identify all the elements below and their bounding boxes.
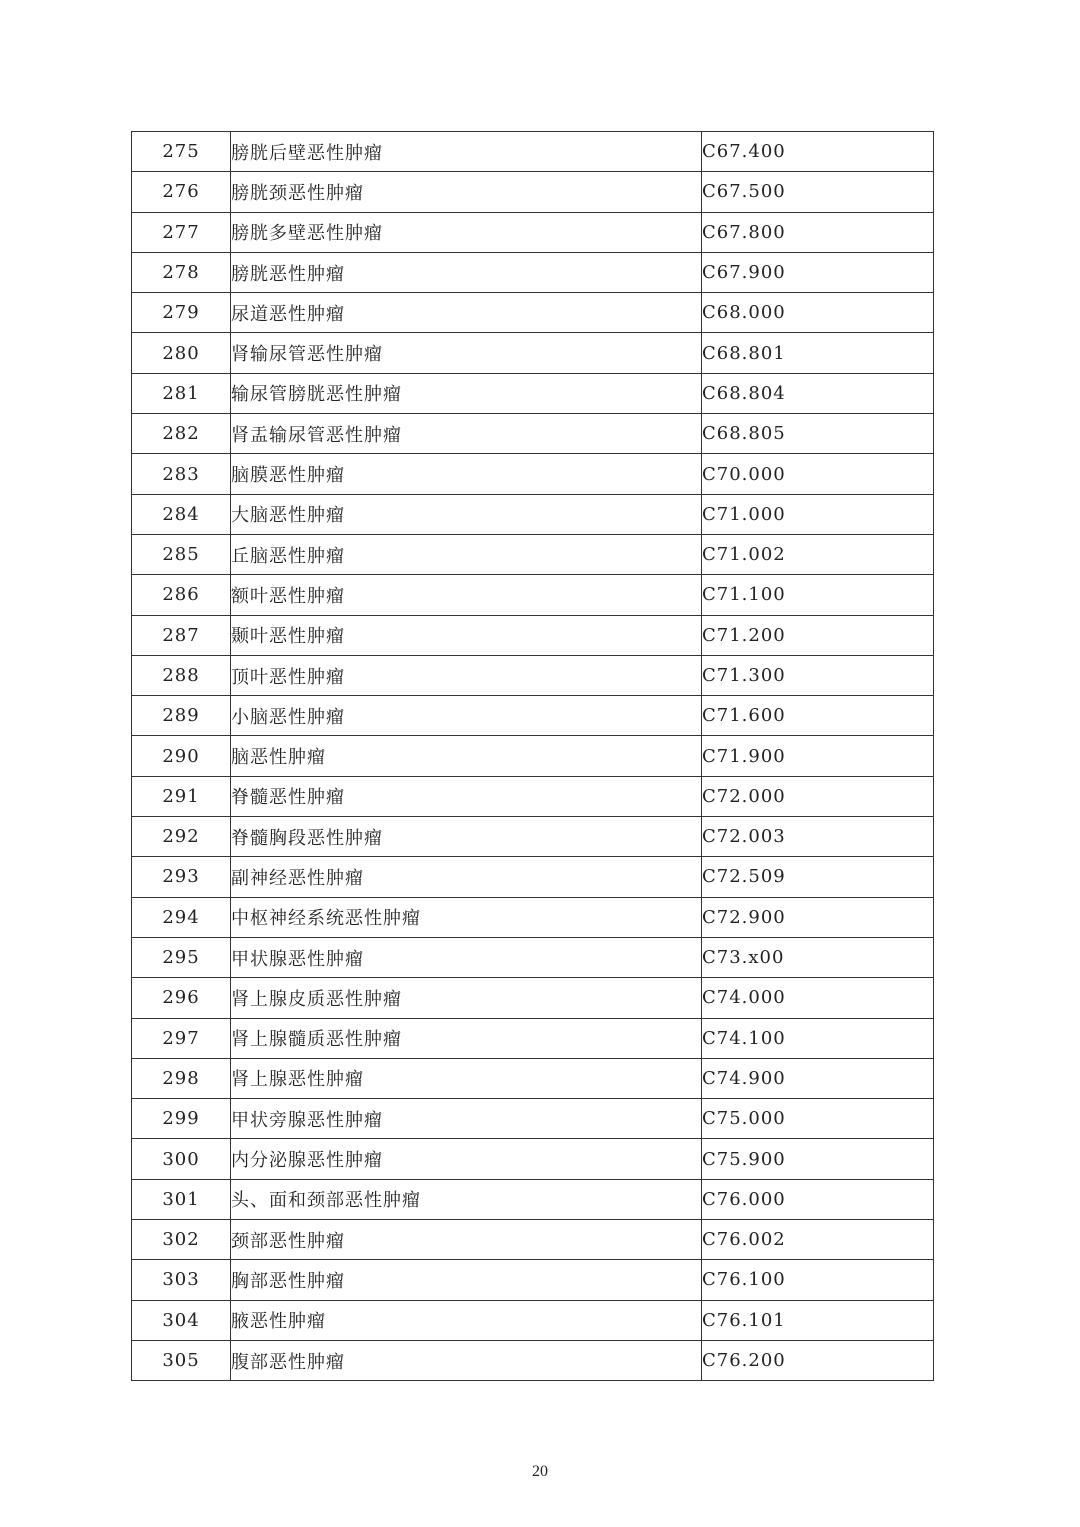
row-number-cell: 293 bbox=[132, 857, 231, 897]
icd-code-cell: C71.600 bbox=[702, 696, 934, 736]
icd-code-cell: C75.900 bbox=[702, 1139, 934, 1179]
icd-code-cell: C67.400 bbox=[702, 132, 934, 172]
icd-code-cell: C71.200 bbox=[702, 615, 934, 655]
table-row bbox=[132, 414, 934, 454]
disease-name-cell: 丘脑恶性肿瘤 bbox=[231, 534, 702, 574]
disease-name-cell: 膀胱颈恶性肿瘤 bbox=[231, 172, 702, 212]
disease-name-cell: 腋恶性肿瘤 bbox=[231, 1300, 702, 1340]
row-number-cell: 277 bbox=[132, 212, 231, 252]
table-row bbox=[132, 1260, 934, 1300]
table-row bbox=[132, 293, 934, 333]
row-number-cell: 295 bbox=[132, 937, 231, 977]
icd-code-cell: C71.002 bbox=[702, 534, 934, 574]
row-number-cell: 281 bbox=[132, 373, 231, 413]
icd-code-cell: C72.900 bbox=[702, 897, 934, 937]
row-number-cell: 288 bbox=[132, 655, 231, 695]
disease-name-cell: 脊髓恶性肿瘤 bbox=[231, 776, 702, 816]
row-number-cell: 287 bbox=[132, 615, 231, 655]
row-number-cell: 290 bbox=[132, 736, 231, 776]
table-row bbox=[132, 373, 934, 413]
row-number-cell: 304 bbox=[132, 1300, 231, 1340]
disease-name-cell: 肾上腺皮质恶性肿瘤 bbox=[231, 978, 702, 1018]
table-row bbox=[132, 817, 934, 857]
row-number-cell: 305 bbox=[132, 1340, 231, 1380]
table-row bbox=[132, 172, 934, 212]
row-number-cell: 303 bbox=[132, 1260, 231, 1300]
row-number-cell: 294 bbox=[132, 897, 231, 937]
icd-code-cell: C68.801 bbox=[702, 333, 934, 373]
icd-code-cell: C76.002 bbox=[702, 1220, 934, 1260]
row-number-cell: 282 bbox=[132, 414, 231, 454]
disease-name-cell: 中枢神经系统恶性肿瘤 bbox=[231, 897, 702, 937]
table-row bbox=[132, 1139, 934, 1179]
icd-code-cell: C74.100 bbox=[702, 1018, 934, 1058]
table-row bbox=[132, 1018, 934, 1058]
row-number-cell: 289 bbox=[132, 696, 231, 736]
table-row bbox=[132, 494, 934, 534]
disease-name-cell: 尿道恶性肿瘤 bbox=[231, 293, 702, 333]
icd-code-cell: C71.300 bbox=[702, 655, 934, 695]
icd-code-cell: C70.000 bbox=[702, 454, 934, 494]
table-row bbox=[132, 132, 934, 172]
icd-code-cell: C71.900 bbox=[702, 736, 934, 776]
disease-name-cell: 颈部恶性肿瘤 bbox=[231, 1220, 702, 1260]
disease-name-cell: 甲状旁腺恶性肿瘤 bbox=[231, 1099, 702, 1139]
row-number-cell: 302 bbox=[132, 1220, 231, 1260]
icd-code-cell: C71.100 bbox=[702, 575, 934, 615]
row-number-cell: 275 bbox=[132, 132, 231, 172]
diagnosis-code-table bbox=[131, 131, 934, 1381]
row-number-cell: 301 bbox=[132, 1179, 231, 1219]
disease-name-cell: 头、面和颈部恶性肿瘤 bbox=[231, 1179, 702, 1219]
disease-name-cell: 肾输尿管恶性肿瘤 bbox=[231, 333, 702, 373]
icd-code-cell: C74.000 bbox=[702, 978, 934, 1018]
icd-code-cell: C67.500 bbox=[702, 172, 934, 212]
icd-code-cell: C68.000 bbox=[702, 293, 934, 333]
table-row bbox=[132, 454, 934, 494]
row-number-cell: 286 bbox=[132, 575, 231, 615]
row-number-cell: 276 bbox=[132, 172, 231, 212]
disease-name-cell: 小脑恶性肿瘤 bbox=[231, 696, 702, 736]
icd-code-cell: C75.000 bbox=[702, 1099, 934, 1139]
row-number-cell: 279 bbox=[132, 293, 231, 333]
table-row bbox=[132, 776, 934, 816]
disease-name-cell: 膀胱恶性肿瘤 bbox=[231, 252, 702, 292]
row-number-cell: 280 bbox=[132, 333, 231, 373]
table-row bbox=[132, 575, 934, 615]
disease-name-cell: 甲状腺恶性肿瘤 bbox=[231, 937, 702, 977]
disease-name-cell: 颞叶恶性肿瘤 bbox=[231, 615, 702, 655]
disease-name-cell: 顶叶恶性肿瘤 bbox=[231, 655, 702, 695]
icd-code-cell: C76.101 bbox=[702, 1300, 934, 1340]
disease-name-cell: 肾上腺恶性肿瘤 bbox=[231, 1058, 702, 1098]
disease-name-cell: 输尿管膀胱恶性肿瘤 bbox=[231, 373, 702, 413]
table-row bbox=[132, 978, 934, 1018]
table-row bbox=[132, 857, 934, 897]
icd-code-cell: C72.509 bbox=[702, 857, 934, 897]
icd-code-cell: C68.805 bbox=[702, 414, 934, 454]
icd-code-cell: C67.800 bbox=[702, 212, 934, 252]
disease-name-cell: 脊髓胸段恶性肿瘤 bbox=[231, 817, 702, 857]
icd-code-cell: C72.003 bbox=[702, 817, 934, 857]
disease-name-cell: 膀胱多壁恶性肿瘤 bbox=[231, 212, 702, 252]
table-row bbox=[132, 212, 934, 252]
disease-name-cell: 副神经恶性肿瘤 bbox=[231, 857, 702, 897]
icd-code-cell: C73.x00 bbox=[702, 937, 934, 977]
row-number-cell: 297 bbox=[132, 1018, 231, 1058]
disease-name-cell: 脑恶性肿瘤 bbox=[231, 736, 702, 776]
icd-code-cell: C76.200 bbox=[702, 1340, 934, 1380]
table-row bbox=[132, 736, 934, 776]
row-number-cell: 285 bbox=[132, 534, 231, 574]
icd-code-cell: C76.000 bbox=[702, 1179, 934, 1219]
row-number-cell: 298 bbox=[132, 1058, 231, 1098]
page-number: 20 bbox=[532, 1463, 548, 1480]
disease-name-cell: 大脑恶性肿瘤 bbox=[231, 494, 702, 534]
row-number-cell: 300 bbox=[132, 1139, 231, 1179]
table-row bbox=[132, 1340, 934, 1380]
table-row bbox=[132, 534, 934, 574]
row-number-cell: 296 bbox=[132, 978, 231, 1018]
table-row bbox=[132, 615, 934, 655]
row-number-cell: 299 bbox=[132, 1099, 231, 1139]
icd-code-cell: C72.000 bbox=[702, 776, 934, 816]
disease-name-cell: 胸部恶性肿瘤 bbox=[231, 1260, 702, 1300]
icd-code-cell: C76.100 bbox=[702, 1260, 934, 1300]
icd-code-cell: C68.804 bbox=[702, 373, 934, 413]
disease-name-cell: 肾盂输尿管恶性肿瘤 bbox=[231, 414, 702, 454]
table-row bbox=[132, 333, 934, 373]
row-number-cell: 292 bbox=[132, 817, 231, 857]
row-number-cell: 283 bbox=[132, 454, 231, 494]
icd-code-cell: C67.900 bbox=[702, 252, 934, 292]
row-number-cell: 278 bbox=[132, 252, 231, 292]
table-row bbox=[132, 1220, 934, 1260]
table-row bbox=[132, 1179, 934, 1219]
table-row bbox=[132, 897, 934, 937]
table-row bbox=[132, 1300, 934, 1340]
disease-name-cell: 膀胱后壁恶性肿瘤 bbox=[231, 132, 702, 172]
table-row bbox=[132, 252, 934, 292]
disease-name-cell: 内分泌腺恶性肿瘤 bbox=[231, 1139, 702, 1179]
table-row bbox=[132, 937, 934, 977]
disease-name-cell: 脑膜恶性肿瘤 bbox=[231, 454, 702, 494]
disease-name-cell: 腹部恶性肿瘤 bbox=[231, 1340, 702, 1380]
table-row bbox=[132, 1099, 934, 1139]
table-body bbox=[132, 132, 934, 1381]
icd-code-cell: C71.000 bbox=[702, 494, 934, 534]
icd-code-cell: C74.900 bbox=[702, 1058, 934, 1098]
disease-name-cell: 额叶恶性肿瘤 bbox=[231, 575, 702, 615]
table-row bbox=[132, 1058, 934, 1098]
row-number-cell: 291 bbox=[132, 776, 231, 816]
row-number-cell: 284 bbox=[132, 494, 231, 534]
table-row bbox=[132, 655, 934, 695]
disease-name-cell: 肾上腺髓质恶性肿瘤 bbox=[231, 1018, 702, 1058]
table-row bbox=[132, 696, 934, 736]
